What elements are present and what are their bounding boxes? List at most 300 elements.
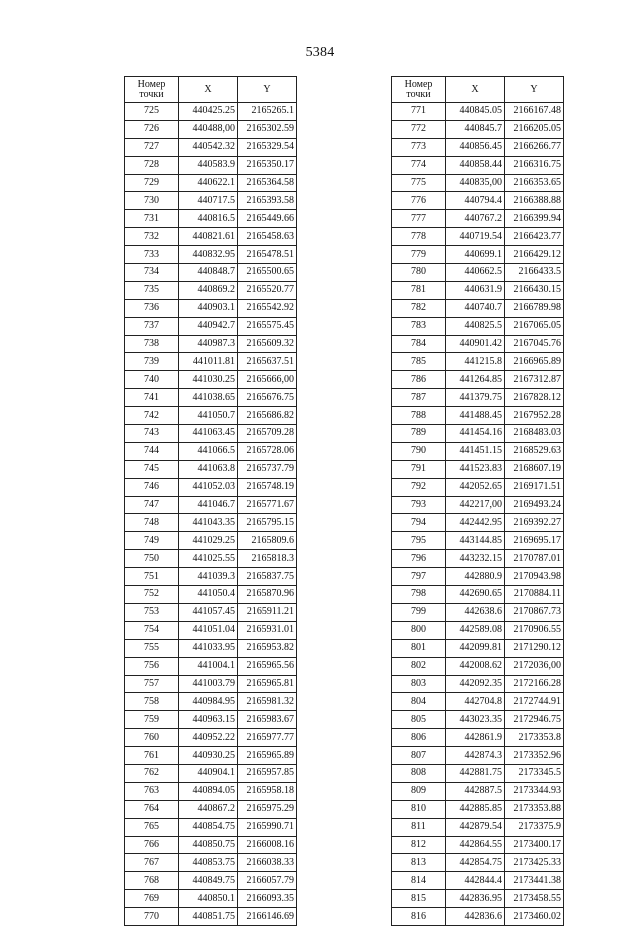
table-header-row: [392, 77, 564, 103]
x-coordinate-cell: 442879.54: [446, 818, 505, 836]
x-coordinate-cell: 440930.25: [179, 747, 238, 765]
table-row: [392, 800, 564, 818]
y-coordinate-cell: 2166789.98: [505, 299, 564, 317]
table-row: [125, 174, 297, 192]
table-row: [392, 120, 564, 138]
x-coordinate-cell: 440903.1: [179, 299, 238, 317]
y-coordinate-cell: 2173353.88: [505, 800, 564, 818]
y-coordinate-cell: 2170906.55: [505, 621, 564, 639]
table-row: [125, 800, 297, 818]
x-coordinate-cell: 442217,00: [446, 496, 505, 514]
x-coordinate-cell: 440849.75: [179, 872, 238, 890]
x-coordinate-cell: 440542.32: [179, 138, 238, 156]
x-coordinate-cell: 441066.5: [179, 442, 238, 460]
table-row: [392, 210, 564, 228]
table-row: [392, 764, 564, 782]
point-number-cell: 755: [125, 639, 179, 657]
point-number-cell: 752: [125, 586, 179, 604]
table-row: [392, 460, 564, 478]
x-coordinate-cell: 440740.7: [446, 299, 505, 317]
y-coordinate-cell: 2173425.33: [505, 854, 564, 872]
coordinates-table-right: [391, 76, 564, 926]
x-coordinate-cell: 441488.45: [446, 407, 505, 425]
x-coordinate-cell: 440488,00: [179, 120, 238, 138]
point-number-cell: 767: [125, 854, 179, 872]
point-number-cell: 776: [392, 192, 446, 210]
table-row: [392, 908, 564, 926]
x-coordinate-cell: 442864.55: [446, 836, 505, 854]
table-row: [392, 568, 564, 586]
table-row: [392, 281, 564, 299]
point-number-cell: 810: [392, 800, 446, 818]
point-number-cell: 731: [125, 210, 179, 228]
point-number-cell: 763: [125, 782, 179, 800]
y-coordinate-cell: 2173458.55: [505, 890, 564, 908]
x-coordinate-cell: 441025.55: [179, 550, 238, 568]
x-coordinate-cell: 441011.81: [179, 353, 238, 371]
y-header: Y: [238, 77, 297, 103]
table-row: [125, 281, 297, 299]
table-row: [392, 693, 564, 711]
y-coordinate-cell: 2165709.28: [238, 425, 297, 443]
point-number-cell: 759: [125, 711, 179, 729]
y-coordinate-cell: 2166965.89: [505, 353, 564, 371]
point-number-cell: 798: [392, 586, 446, 604]
y-coordinate-cell: 2165364.58: [238, 174, 297, 192]
table-row: [125, 550, 297, 568]
x-coordinate-cell: 440631.9: [446, 281, 505, 299]
x-coordinate-cell: 440858.44: [446, 156, 505, 174]
table-row: [392, 138, 564, 156]
y-coordinate-cell: 2166008.16: [238, 836, 297, 854]
x-coordinate-cell: 442099.81: [446, 639, 505, 657]
point-number-cell: 779: [392, 246, 446, 264]
x-coordinate-cell: 440854.75: [179, 818, 238, 836]
x-coordinate-cell: 442880.9: [446, 568, 505, 586]
x-coordinate-cell: 440825.5: [446, 317, 505, 335]
x-coordinate-cell: 440963.15: [179, 711, 238, 729]
y-coordinate-cell: 2169171.51: [505, 478, 564, 496]
table-row: [125, 568, 297, 586]
point-number-cell: 741: [125, 389, 179, 407]
table-row: [392, 478, 564, 496]
point-number-cell: 790: [392, 442, 446, 460]
x-coordinate-cell: 440717.5: [179, 192, 238, 210]
y-coordinate-cell: 2173353.8: [505, 729, 564, 747]
table-row: [125, 639, 297, 657]
y-coordinate-cell: 2167952.28: [505, 407, 564, 425]
table-row: [392, 675, 564, 693]
table-row: [125, 246, 297, 264]
y-coordinate-cell: 2165686.82: [238, 407, 297, 425]
y-coordinate-cell: 2165748.19: [238, 478, 297, 496]
x-coordinate-cell: 441003.79: [179, 675, 238, 693]
table-row: [125, 586, 297, 604]
table-row: [392, 711, 564, 729]
table-row: [125, 782, 297, 800]
x-coordinate-cell: 441050.4: [179, 586, 238, 604]
point-number-cell: 778: [392, 228, 446, 246]
point-number-cell: 728: [125, 156, 179, 174]
point-number-cell: 808: [392, 764, 446, 782]
point-number-cell: 786: [392, 371, 446, 389]
table-row: [392, 192, 564, 210]
x-coordinate-cell: 440699.1: [446, 246, 505, 264]
y-coordinate-cell: 2167045.76: [505, 335, 564, 353]
y-coordinate-cell: 2165393.58: [238, 192, 297, 210]
x-coordinate-cell: 441004.1: [179, 657, 238, 675]
x-coordinate-cell: 442690.65: [446, 586, 505, 604]
point-number-cell: 775: [392, 174, 446, 192]
x-coordinate-cell: 440845.7: [446, 120, 505, 138]
x-coordinate-cell: 440867.2: [179, 800, 238, 818]
x-coordinate-cell: 440816.5: [179, 210, 238, 228]
x-coordinate-cell: 440719.54: [446, 228, 505, 246]
point-number-cell: 753: [125, 603, 179, 621]
table-row: [125, 299, 297, 317]
point-number-cell: 772: [392, 120, 446, 138]
y-coordinate-cell: 2172744.91: [505, 693, 564, 711]
y-coordinate-cell: 2165265.1: [238, 103, 297, 121]
point-number-cell: 812: [392, 836, 446, 854]
y-coordinate-cell: 2166167.48: [505, 103, 564, 121]
x-coordinate-cell: 441523.83: [446, 460, 505, 478]
point-number-cell: 739: [125, 353, 179, 371]
point-header-line2: точки: [139, 88, 164, 100]
table-row: [125, 407, 297, 425]
x-coordinate-cell: 441039.3: [179, 568, 238, 586]
table-row: [125, 603, 297, 621]
point-number-cell: 757: [125, 675, 179, 693]
point-number-cell: 803: [392, 675, 446, 693]
point-number-cell: 781: [392, 281, 446, 299]
table-row: [125, 353, 297, 371]
point-number-cell: 760: [125, 729, 179, 747]
point-number-cell: 805: [392, 711, 446, 729]
x-coordinate-cell: 441043.35: [179, 514, 238, 532]
point-number-cell: 816: [392, 908, 446, 926]
x-coordinate-cell: 441063.45: [179, 425, 238, 443]
table-row: [125, 729, 297, 747]
table-row: [125, 496, 297, 514]
x-coordinate-cell: 442052.65: [446, 478, 505, 496]
y-coordinate-cell: 2170867.73: [505, 603, 564, 621]
x-coordinate-cell: 441029.25: [179, 532, 238, 550]
y-coordinate-cell: 2165666,00: [238, 371, 297, 389]
table-row: [392, 729, 564, 747]
table-row: [392, 586, 564, 604]
table-row: [392, 335, 564, 353]
y-coordinate-cell: 2173400.17: [505, 836, 564, 854]
x-coordinate-cell: 442881.75: [446, 764, 505, 782]
table-row: [392, 854, 564, 872]
y-coordinate-cell: 2165542.92: [238, 299, 297, 317]
table-row: [125, 514, 297, 532]
y-coordinate-cell: 2165983.67: [238, 711, 297, 729]
y-coordinate-cell: 2172036,00: [505, 657, 564, 675]
point-number-cell: 770: [125, 908, 179, 926]
table-row: [392, 425, 564, 443]
point-number-cell: 785: [392, 353, 446, 371]
table-row: [125, 747, 297, 765]
y-coordinate-cell: 2165737.79: [238, 460, 297, 478]
table-row: [125, 818, 297, 836]
x-coordinate-cell: 440853.75: [179, 854, 238, 872]
y-coordinate-cell: 2173375.9: [505, 818, 564, 836]
y-coordinate-cell: 2168483.03: [505, 425, 564, 443]
y-coordinate-cell: 2165449.66: [238, 210, 297, 228]
point-number-header: [125, 77, 179, 103]
table-row: [125, 425, 297, 443]
point-number-cell: 745: [125, 460, 179, 478]
point-number-cell: 771: [392, 103, 446, 121]
y-coordinate-cell: 2165837.75: [238, 568, 297, 586]
y-coordinate-cell: 2166353.65: [505, 174, 564, 192]
x-coordinate-cell: 440821.61: [179, 228, 238, 246]
table-row: [392, 621, 564, 639]
table-row: [392, 407, 564, 425]
x-coordinate-cell: 441046.7: [179, 496, 238, 514]
x-coordinate-cell: 441215.8: [446, 353, 505, 371]
point-number-cell: 807: [392, 747, 446, 765]
table-row: [392, 532, 564, 550]
point-number-header: [392, 77, 446, 103]
y-coordinate-cell: 2166433.5: [505, 264, 564, 282]
table-row: [125, 228, 297, 246]
y-coordinate-cell: 2165977.77: [238, 729, 297, 747]
table-row: [392, 496, 564, 514]
point-number-cell: 733: [125, 246, 179, 264]
point-number-cell: 788: [392, 407, 446, 425]
table-row: [392, 246, 564, 264]
point-number-cell: 750: [125, 550, 179, 568]
point-number-cell: 746: [125, 478, 179, 496]
x-coordinate-cell: 440894.05: [179, 782, 238, 800]
x-coordinate-cell: 442638.6: [446, 603, 505, 621]
y-coordinate-cell: 2165350.17: [238, 156, 297, 174]
point-number-cell: 740: [125, 371, 179, 389]
table-row: [125, 693, 297, 711]
point-header-line1: Номер: [404, 78, 433, 90]
x-coordinate-cell: 442704.8: [446, 693, 505, 711]
x-coordinate-cell: 442887.5: [446, 782, 505, 800]
y-coordinate-cell: 2165795.15: [238, 514, 297, 532]
x-coordinate-cell: 443144.85: [446, 532, 505, 550]
point-number-cell: 787: [392, 389, 446, 407]
x-coordinate-cell: 440848.7: [179, 264, 238, 282]
y-coordinate-cell: 2169493.24: [505, 496, 564, 514]
point-number-cell: 789: [392, 425, 446, 443]
point-number-cell: 814: [392, 872, 446, 890]
y-coordinate-cell: 2173344.93: [505, 782, 564, 800]
y-coordinate-cell: 2166429.12: [505, 246, 564, 264]
y-coordinate-cell: 2166038.33: [238, 854, 297, 872]
table-row: [392, 174, 564, 192]
point-number-cell: 768: [125, 872, 179, 890]
coordinates-table-left: [124, 76, 297, 926]
table-row: [392, 299, 564, 317]
table-row: [392, 317, 564, 335]
y-coordinate-cell: 2173345.5: [505, 764, 564, 782]
x-coordinate-cell: 440850.75: [179, 836, 238, 854]
y-coordinate-cell: 2165981.32: [238, 693, 297, 711]
y-coordinate-cell: 2173352.96: [505, 747, 564, 765]
table-row: [125, 335, 297, 353]
x-coordinate-cell: 440832.95: [179, 246, 238, 264]
y-coordinate-cell: 2165500.65: [238, 264, 297, 282]
x-coordinate-cell: 440767.2: [446, 210, 505, 228]
table-body-left: [125, 103, 297, 926]
x-header: X: [179, 77, 238, 103]
point-number-cell: 809: [392, 782, 446, 800]
x-coordinate-cell: 440904.1: [179, 764, 238, 782]
y-coordinate-cell: 2168607.19: [505, 460, 564, 478]
x-header: X: [446, 77, 505, 103]
point-number-cell: 797: [392, 568, 446, 586]
point-number-cell: 744: [125, 442, 179, 460]
point-number-cell: 783: [392, 317, 446, 335]
y-coordinate-cell: 2170884.11: [505, 586, 564, 604]
x-coordinate-cell: 440952.22: [179, 729, 238, 747]
y-coordinate-cell: 2165520.77: [238, 281, 297, 299]
x-coordinate-cell: 441454.16: [446, 425, 505, 443]
x-coordinate-cell: 440987.3: [179, 335, 238, 353]
point-number-cell: 735: [125, 281, 179, 299]
y-coordinate-cell: 2165478.51: [238, 246, 297, 264]
point-number-cell: 765: [125, 818, 179, 836]
y-coordinate-cell: 2166146.69: [238, 908, 297, 926]
y-header: Y: [505, 77, 564, 103]
y-coordinate-cell: 2173460.02: [505, 908, 564, 926]
table-row: [125, 621, 297, 639]
y-coordinate-cell: 2165329.54: [238, 138, 297, 156]
table-row: [392, 818, 564, 836]
point-number-cell: 747: [125, 496, 179, 514]
point-number-cell: 761: [125, 747, 179, 765]
table-row: [125, 120, 297, 138]
y-coordinate-cell: 2165575.45: [238, 317, 297, 335]
x-coordinate-cell: 440942.7: [179, 317, 238, 335]
point-header-line1: Номер: [137, 78, 166, 90]
x-coordinate-cell: 440901.42: [446, 335, 505, 353]
y-coordinate-cell: 2170787.01: [505, 550, 564, 568]
table-row: [125, 103, 297, 121]
y-coordinate-cell: 2167828.12: [505, 389, 564, 407]
point-number-cell: 742: [125, 407, 179, 425]
x-coordinate-cell: 441063.8: [179, 460, 238, 478]
point-number-cell: 736: [125, 299, 179, 317]
table-row: [392, 103, 564, 121]
x-coordinate-cell: 442442.95: [446, 514, 505, 532]
point-number-cell: 801: [392, 639, 446, 657]
x-coordinate-cell: 440845.05: [446, 103, 505, 121]
y-coordinate-cell: 2165958.18: [238, 782, 297, 800]
table-row: [392, 747, 564, 765]
point-number-cell: 799: [392, 603, 446, 621]
x-coordinate-cell: 440425.25: [179, 103, 238, 121]
point-number-cell: 773: [392, 138, 446, 156]
y-coordinate-cell: 2166205.05: [505, 120, 564, 138]
table-row: [392, 156, 564, 174]
x-coordinate-cell: 443232.15: [446, 550, 505, 568]
table-row: [392, 353, 564, 371]
x-coordinate-cell: 440835,00: [446, 174, 505, 192]
y-coordinate-cell: 2165990.71: [238, 818, 297, 836]
point-number-cell: 743: [125, 425, 179, 443]
table-row: [125, 657, 297, 675]
point-number-cell: 725: [125, 103, 179, 121]
point-number-cell: 754: [125, 621, 179, 639]
table-row: [125, 478, 297, 496]
x-coordinate-cell: 440856.45: [446, 138, 505, 156]
x-coordinate-cell: 442836.95: [446, 890, 505, 908]
point-number-cell: 758: [125, 693, 179, 711]
x-coordinate-cell: 440794.4: [446, 192, 505, 210]
x-coordinate-cell: 440583.9: [179, 156, 238, 174]
point-number-cell: 777: [392, 210, 446, 228]
table-row: [125, 192, 297, 210]
y-coordinate-cell: 2165953.82: [238, 639, 297, 657]
table-row: [392, 603, 564, 621]
point-number-cell: 815: [392, 890, 446, 908]
y-coordinate-cell: 2165965.89: [238, 747, 297, 765]
point-number-cell: 800: [392, 621, 446, 639]
point-number-cell: 804: [392, 693, 446, 711]
y-coordinate-cell: 2166266.77: [505, 138, 564, 156]
point-number-cell: 749: [125, 532, 179, 550]
table-row: [392, 639, 564, 657]
point-number-cell: 791: [392, 460, 446, 478]
y-coordinate-cell: 2166316.75: [505, 156, 564, 174]
y-coordinate-cell: 2165911.21: [238, 603, 297, 621]
x-coordinate-cell: 441038.65: [179, 389, 238, 407]
point-number-cell: 737: [125, 317, 179, 335]
table-row: [125, 872, 297, 890]
y-coordinate-cell: 2172946.75: [505, 711, 564, 729]
y-coordinate-cell: 2166388.88: [505, 192, 564, 210]
y-coordinate-cell: 2172166.28: [505, 675, 564, 693]
y-coordinate-cell: 2166093.35: [238, 890, 297, 908]
y-coordinate-cell: 2165676.75: [238, 389, 297, 407]
point-number-cell: 796: [392, 550, 446, 568]
page-number: 5384: [305, 45, 335, 60]
table-row: [125, 908, 297, 926]
table-row: [125, 764, 297, 782]
x-coordinate-cell: 441379.75: [446, 389, 505, 407]
point-number-cell: 764: [125, 800, 179, 818]
y-coordinate-cell: 2165637.51: [238, 353, 297, 371]
table-row: [125, 711, 297, 729]
y-coordinate-cell: 2165965.81: [238, 675, 297, 693]
y-coordinate-cell: 2166430.15: [505, 281, 564, 299]
y-coordinate-cell: 2165931.01: [238, 621, 297, 639]
table-row: [392, 836, 564, 854]
table-row: [125, 371, 297, 389]
point-number-cell: 726: [125, 120, 179, 138]
table-row: [125, 836, 297, 854]
table-row: [125, 317, 297, 335]
point-number-cell: 774: [392, 156, 446, 174]
point-number-cell: 811: [392, 818, 446, 836]
y-coordinate-cell: 2167065.05: [505, 317, 564, 335]
x-coordinate-cell: 442589.08: [446, 621, 505, 639]
point-number-cell: 762: [125, 764, 179, 782]
x-coordinate-cell: 442008.62: [446, 657, 505, 675]
table-row: [125, 442, 297, 460]
x-coordinate-cell: 443023.35: [446, 711, 505, 729]
x-coordinate-cell: 441051.04: [179, 621, 238, 639]
table-row: [392, 442, 564, 460]
